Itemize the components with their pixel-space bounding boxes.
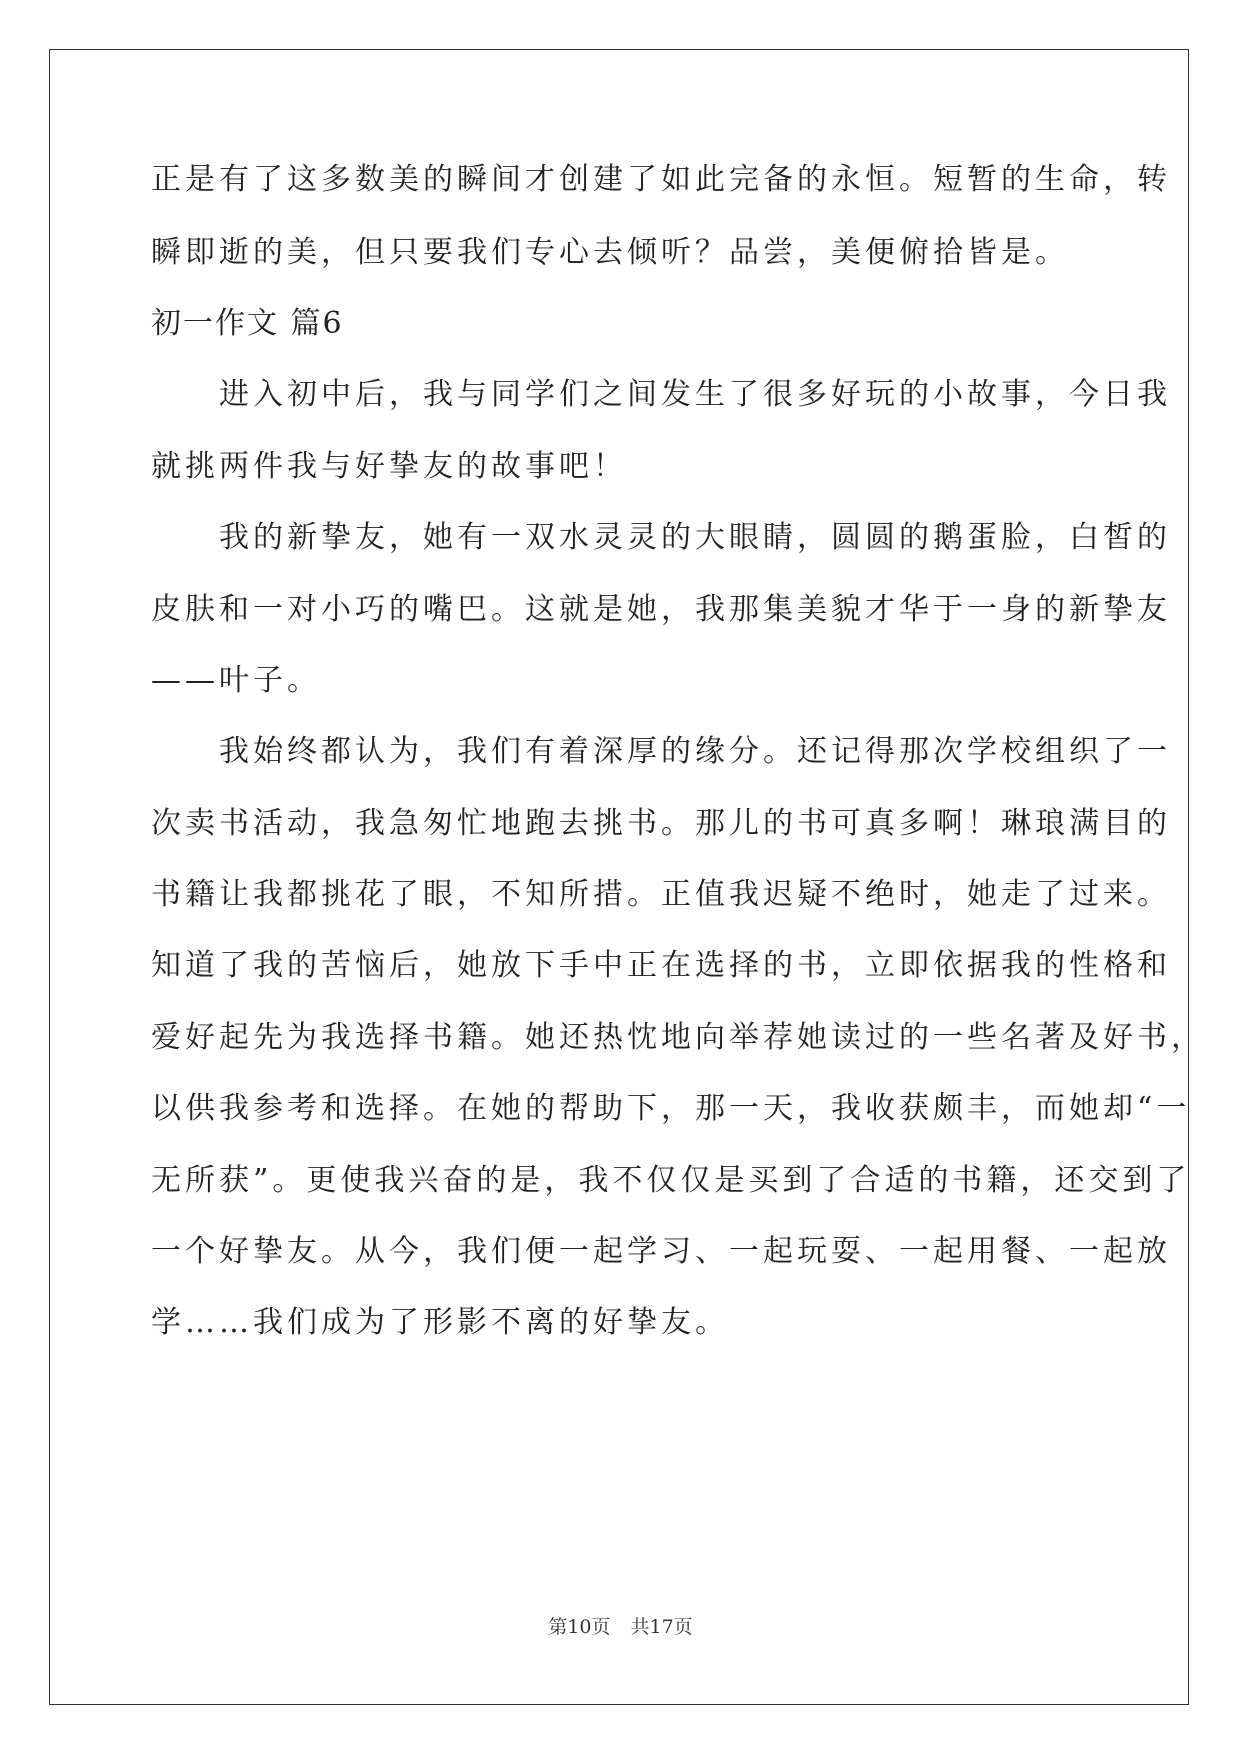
text-line: ——叶子。	[151, 663, 321, 698]
text-line: 一个好挚友。从今，我们便一起学习、一起玩耍、一起用餐、一起放	[151, 1234, 1171, 1269]
page-total: 共17页	[630, 1616, 693, 1638]
text-line: 无所获”。更使我兴奋的是，我不仅仅是买到了合适的书籍，还交到了	[151, 1163, 1191, 1198]
text-line: 皮肤和一对小巧的嘴巴。这就是她，我那集美貌才华于一身的新挚友	[151, 592, 1171, 627]
page-number: 第10页	[548, 1616, 611, 1638]
text-line: 学……我们成为了形影不离的好挚友。	[151, 1305, 729, 1340]
text-line: 书籍让我都挑花了眼，不知所措。正值我迟疑不绝时，她走了过来。	[151, 877, 1171, 912]
text-line: 爱好起先为我选择书籍。她还热忱地向举荐她读过的一些名著及好书，	[151, 1020, 1205, 1055]
text-line: 以供我参考和选择。在她的帮助下，那一天，我收获颇丰，而她却“一	[151, 1091, 1191, 1126]
text-line: 我的新挚友，她有一双水灵灵的大眼睛，圆圆的鹅蛋脸，白皙的	[151, 520, 1171, 555]
page-footer	[0, 1612, 1241, 1639]
text-line: 就挑两件我与好挚友的故事吧！	[151, 449, 627, 484]
text-line: 我始终都认为，我们有着深厚的缘分。还记得那次学校组织了一	[151, 734, 1171, 769]
text-line: 知道了我的苦恼后，她放下手中正在选择的书，立即依据我的性格和	[151, 948, 1171, 983]
text-line: 瞬即逝的美，但只要我们专心去倾听？品尝，美便俯拾皆是。	[151, 235, 1069, 270]
text-line: 次卖书活动，我急匆忙地跑去挑书。那儿的书可真多啊！琳琅满目的	[151, 806, 1171, 841]
section-heading: 初一作文 篇6	[151, 306, 344, 341]
text-line: 正是有了这多数美的瞬间才创建了如此完备的永恒。短暂的生命，转	[151, 162, 1171, 197]
text-line: 进入初中后，我与同学们之间发生了很多好玩的小故事，今日我	[151, 377, 1171, 412]
